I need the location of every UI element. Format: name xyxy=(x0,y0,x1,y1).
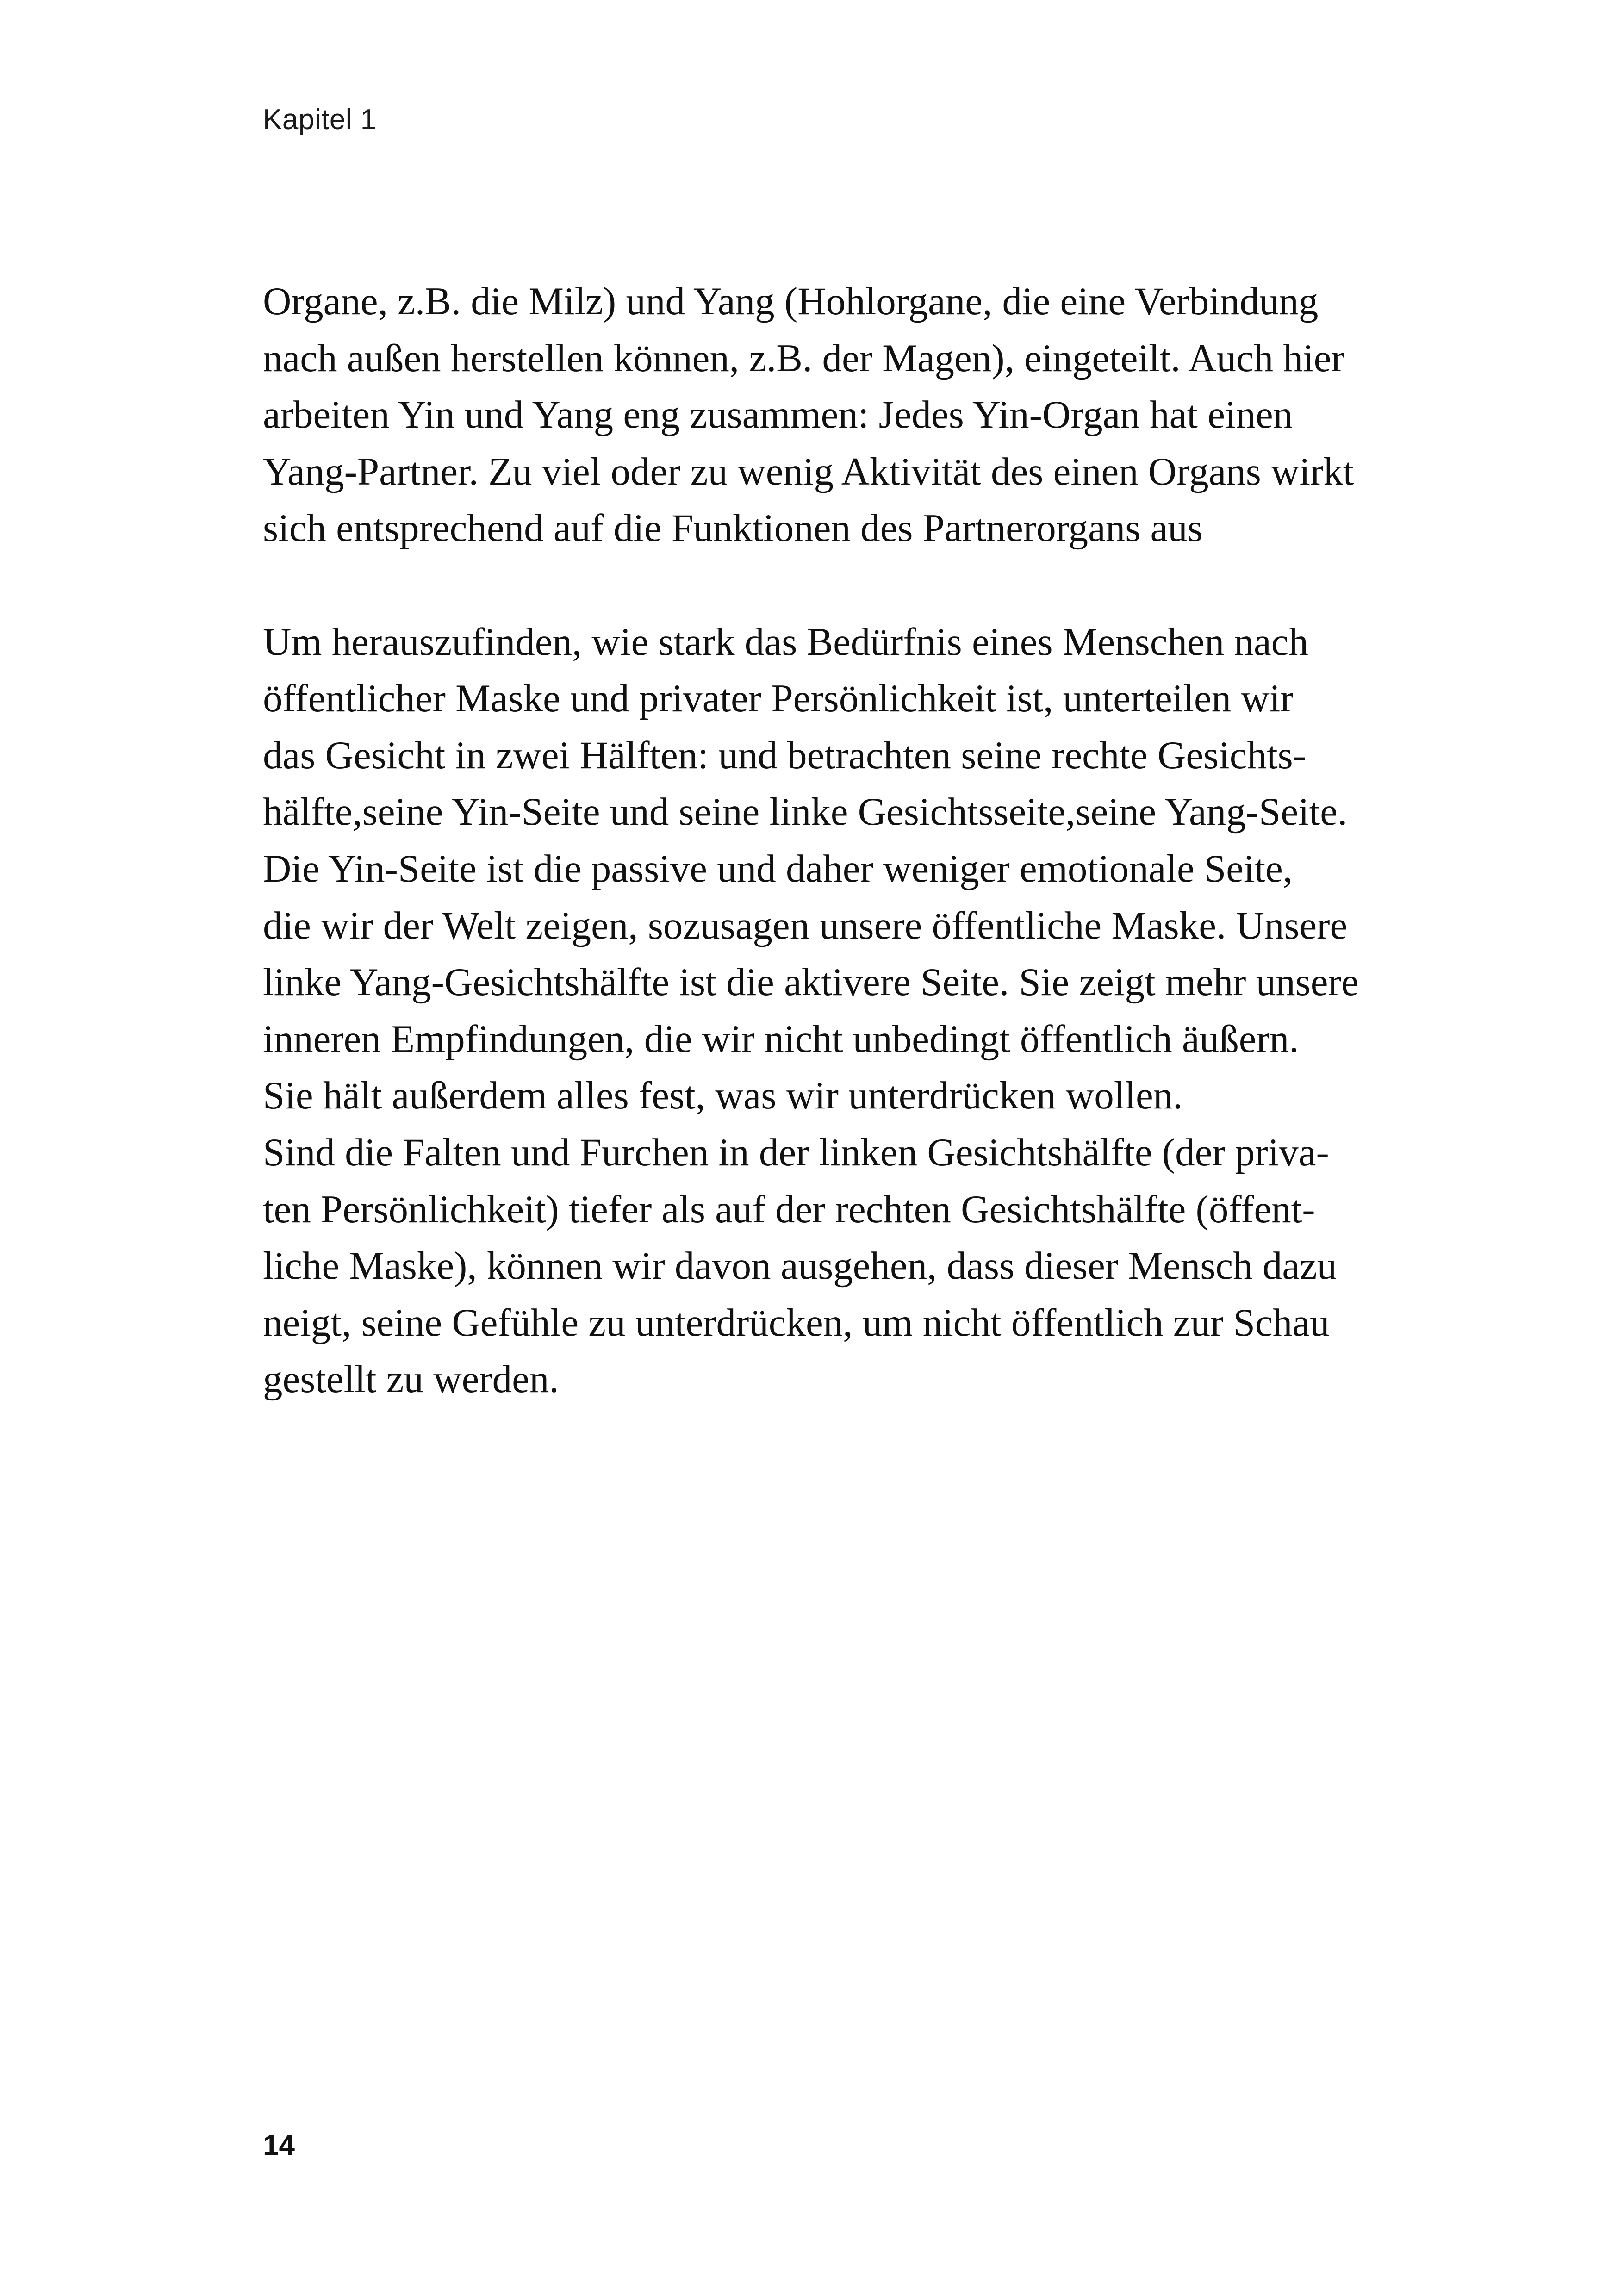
text-line: Sie hält außerdem alles fest, was wir unterdrücken wollen. xyxy=(263,1074,1183,1118)
text-line: ten Persönlichkeit) tiefer als auf der rechten Gesichtshälfte (öffent- xyxy=(263,1187,1315,1231)
text-line: das Gesicht in zwei Hälften: und betrachten seine rechte Gesichts- xyxy=(263,733,1306,777)
text-line: arbeiten Yin und Yang eng zusammen: Jedes Yin-Organ hat einen xyxy=(263,393,1293,437)
text-line: öffentlicher Maske und privater Persönlichkeit ist, unterteilen wir xyxy=(263,677,1294,721)
text-line: neigt, seine Gefühle zu unterdrücken, um nicht öffentlich zur Schau xyxy=(263,1300,1330,1344)
paragraph-1 xyxy=(263,273,1401,557)
paragraph-spacer xyxy=(263,557,1401,614)
text-line: gestellt zu werden. xyxy=(263,1357,559,1401)
text-line: liche Maske), können wir davon ausgehen, dass dieser Mensch dazu xyxy=(263,1244,1337,1288)
text-line: sich entsprechend auf die Funktionen des Partnerorgans aus xyxy=(263,506,1203,550)
paragraph-2 xyxy=(263,614,1401,1408)
text-line: linke Yang-Gesichtshälfte ist die aktivere Seite. Sie zeigt mehr unsere xyxy=(263,960,1359,1004)
text-line: inneren Empfindungen, die wir nicht unbedingt öffentlich äußern. xyxy=(263,1017,1299,1061)
text-line: Die Yin-Seite ist die passive und daher weniger emotionale Seite, xyxy=(263,846,1293,890)
text-line: Um herauszufinden, wie stark das Bedürfnis eines Menschen nach xyxy=(263,620,1308,664)
text-line: Organe, z.B. die Milz) und Yang (Hohlorgane, die eine Verbindung xyxy=(263,280,1319,323)
text-line: die wir der Welt zeigen, sozusagen unsere öffentliche Maske. Unsere xyxy=(263,903,1348,947)
page-number: 14 xyxy=(263,2129,295,2161)
text-line: nach außen herstellen können, z.B. der Magen), eingeteilt. Auch hier xyxy=(263,336,1344,380)
chapter-header: Kapitel 1 xyxy=(263,104,377,136)
text-line: Yang-Partner. Zu viel oder zu wenig Aktivität des einen Organs wirkt xyxy=(263,449,1354,493)
text-line: Sind die Falten und Furchen in der linken Gesichtshälfte (der priva- xyxy=(263,1130,1329,1174)
body-text xyxy=(263,273,1401,1408)
text-line: hälfte,seine Yin-Seite und seine linke Gesichtsseite,seine Yang-Seite. xyxy=(263,790,1348,834)
